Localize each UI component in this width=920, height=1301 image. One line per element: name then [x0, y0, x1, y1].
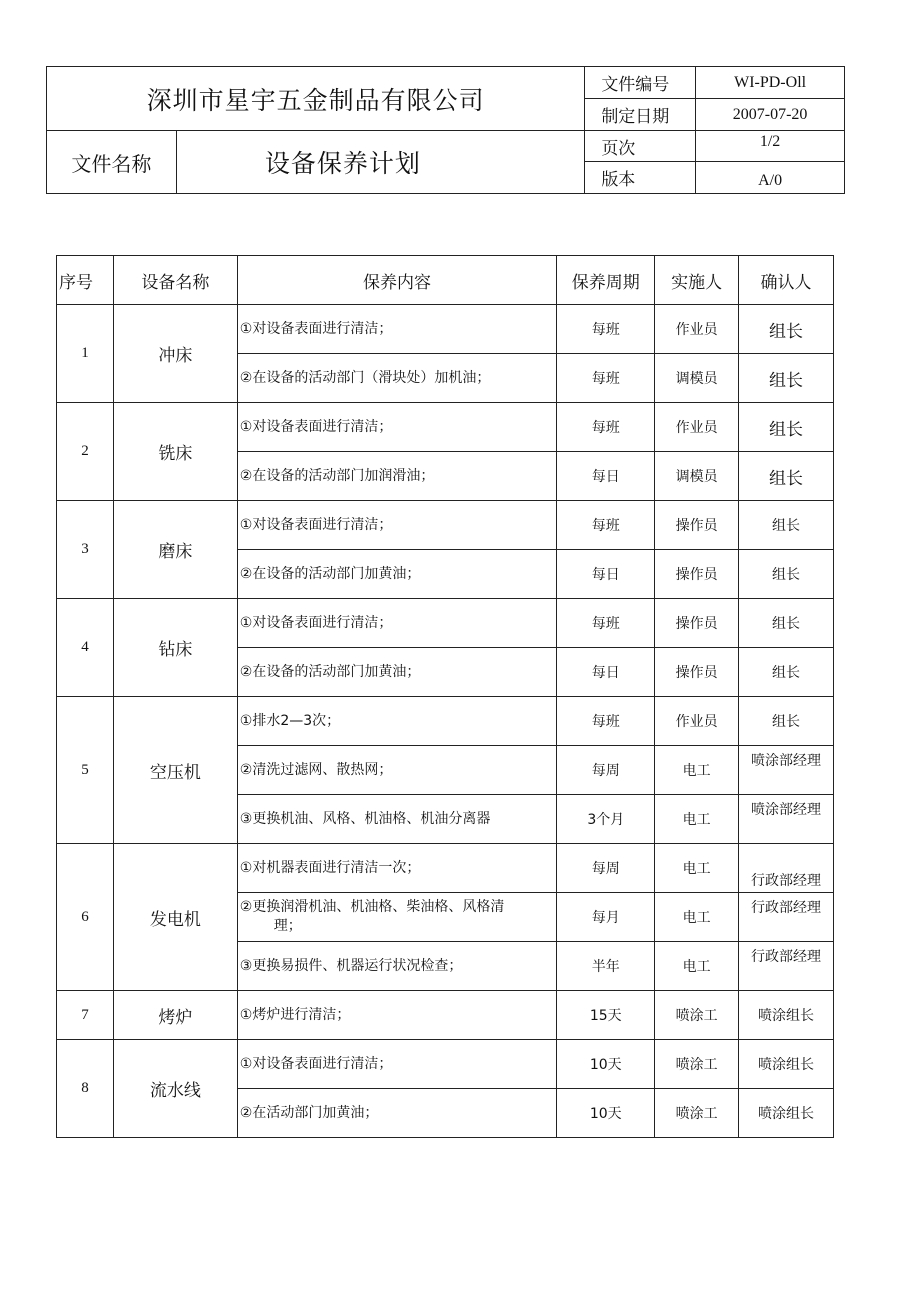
equipment-name: 流水线 — [113, 1040, 237, 1138]
col-header-equipment: 设备名称 — [113, 256, 237, 305]
maintenance-content-line: ②更换润滑机油、机油格、柴油格、风格清 — [239, 899, 505, 915]
executor: 作业员 — [655, 697, 739, 746]
confirmer: 组长 — [739, 403, 834, 452]
issue-date-value: 2007-07-20 — [696, 99, 845, 131]
maintenance-cycle: 每日 — [557, 648, 655, 697]
confirmer: 组长 — [739, 305, 834, 354]
executor: 操作员 — [655, 501, 739, 550]
version-label: 版本 — [585, 162, 696, 194]
confirmer: 喷涂组长 — [739, 1040, 834, 1089]
confirmer: 组长 — [739, 550, 834, 599]
confirmer: 组长 — [739, 354, 834, 403]
maintenance-content: ②在设备的活动部门加黄油； — [237, 648, 557, 697]
executor: 喷涂工 — [655, 1040, 739, 1089]
confirmer: 行政部经理 — [739, 844, 834, 893]
maintenance-content — [237, 893, 557, 942]
confirmer: 喷涂部经理 — [739, 746, 834, 795]
maintenance-cycle: 每班 — [557, 305, 655, 354]
maintenance-content-continuation: 理； — [273, 918, 302, 934]
row-number: 2 — [57, 403, 114, 501]
maintenance-content: ②在活动部门加黄油； — [237, 1089, 557, 1138]
maintenance-cycle: 10天 — [557, 1040, 655, 1089]
maintenance-content: ①对机器表面进行清洁一次； — [237, 844, 557, 893]
maintenance-cycle: 每班 — [557, 697, 655, 746]
maintenance-content: ③更换机油、风格、机油格、机油分离器 — [237, 795, 557, 844]
table-row — [57, 844, 834, 893]
confirmer: 组长 — [739, 599, 834, 648]
maintenance-content: ③更换易损件、机器运行状况检查； — [237, 942, 557, 991]
col-header-no: 序号 — [57, 256, 114, 305]
confirmer: 喷涂组长 — [739, 1089, 834, 1138]
maintenance-content: ①对设备表面进行清洁； — [237, 403, 557, 452]
col-header-cycle: 保养周期 — [557, 256, 655, 305]
maintenance-cycle: 每班 — [557, 403, 655, 452]
equipment-name: 发电机 — [113, 844, 237, 991]
maintenance-content: ①对设备表面进行清洁； — [237, 599, 557, 648]
maintenance-cycle: 每周 — [557, 746, 655, 795]
file-number-value: WI-PD-Oll — [696, 67, 845, 99]
equipment-name: 铣床 — [113, 403, 237, 501]
maintenance-cycle: 每班 — [557, 354, 655, 403]
equipment-name: 空压机 — [113, 697, 237, 844]
row-number: 5 — [57, 697, 114, 844]
col-header-executor: 实施人 — [655, 256, 739, 305]
equipment-name: 冲床 — [113, 305, 237, 403]
maintenance-cycle: 每月 — [557, 893, 655, 942]
confirmer: 喷涂组长 — [739, 991, 834, 1040]
table-row — [57, 991, 834, 1040]
confirmer: 行政部经理 — [739, 893, 834, 942]
executor: 电工 — [655, 795, 739, 844]
executor: 电工 — [655, 746, 739, 795]
confirmer: 组长 — [739, 452, 834, 501]
executor: 电工 — [655, 893, 739, 942]
equipment-name: 钻床 — [113, 599, 237, 697]
executor: 电工 — [655, 942, 739, 991]
confirmer: 组长 — [739, 697, 834, 746]
col-header-confirmer: 确认人 — [739, 256, 834, 305]
maintenance-plan-table — [56, 255, 834, 1138]
table-row — [57, 501, 834, 550]
maintenance-cycle: 3个月 — [557, 795, 655, 844]
table-row — [57, 697, 834, 746]
file-name-label: 文件名称 — [47, 131, 177, 194]
maintenance-cycle: 每日 — [557, 550, 655, 599]
executor: 喷涂工 — [655, 1089, 739, 1138]
maintenance-content: ①对设备表面进行清洁； — [237, 1040, 557, 1089]
company-name: 深圳市星宇五金制品有限公司 — [47, 67, 585, 131]
maintenance-cycle: 10天 — [557, 1089, 655, 1138]
row-number: 4 — [57, 599, 114, 697]
row-number: 7 — [57, 991, 114, 1040]
maintenance-cycle: 每周 — [557, 844, 655, 893]
executor: 操作员 — [655, 550, 739, 599]
row-number: 1 — [57, 305, 114, 403]
table-row — [57, 1040, 834, 1089]
executor: 调模员 — [655, 354, 739, 403]
confirmer: 行政部经理 — [739, 942, 834, 991]
file-name: 设备保养计划 — [176, 131, 585, 194]
maintenance-content: ①对设备表面进行清洁； — [237, 305, 557, 354]
executor: 调模员 — [655, 452, 739, 501]
maintenance-content: ①对设备表面进行清洁； — [237, 501, 557, 550]
table-row — [57, 403, 834, 452]
issue-date-label: 制定日期 — [585, 99, 696, 131]
equipment-name: 磨床 — [113, 501, 237, 599]
maintenance-content: ②在设备的活动部门加黄油； — [237, 550, 557, 599]
row-number: 6 — [57, 844, 114, 991]
maintenance-cycle: 每班 — [557, 501, 655, 550]
row-number: 3 — [57, 501, 114, 599]
document-header — [46, 66, 845, 194]
table-header-row — [57, 256, 834, 305]
page-value: 1/2 — [696, 131, 845, 162]
version-value: A/0 — [696, 162, 845, 194]
equipment-name: 烤炉 — [113, 991, 237, 1040]
maintenance-content: ②在设备的活动部门加润滑油； — [237, 452, 557, 501]
confirmer: 喷涂部经理 — [739, 795, 834, 844]
maintenance-content: ②在设备的活动部门（滑块处）加机油； — [237, 354, 557, 403]
maintenance-cycle: 半年 — [557, 942, 655, 991]
col-header-content: 保养内容 — [237, 256, 557, 305]
maintenance-cycle: 15天 — [557, 991, 655, 1040]
maintenance-content: ①烤炉进行清洁； — [237, 991, 557, 1040]
executor: 喷涂工 — [655, 991, 739, 1040]
confirmer: 组长 — [739, 648, 834, 697]
executor: 操作员 — [655, 648, 739, 697]
maintenance-content: ②清洗过滤网、散热网； — [237, 746, 557, 795]
executor: 作业员 — [655, 305, 739, 354]
row-number: 8 — [57, 1040, 114, 1138]
table-row — [57, 305, 834, 354]
table-row — [57, 599, 834, 648]
file-number-label: 文件编号 — [585, 67, 696, 99]
executor: 操作员 — [655, 599, 739, 648]
executor: 作业员 — [655, 403, 739, 452]
executor: 电工 — [655, 844, 739, 893]
maintenance-cycle: 每日 — [557, 452, 655, 501]
maintenance-content: ①排水2—3次； — [237, 697, 557, 746]
maintenance-cycle: 每班 — [557, 599, 655, 648]
confirmer: 组长 — [739, 501, 834, 550]
page-label: 页次 — [585, 131, 696, 162]
